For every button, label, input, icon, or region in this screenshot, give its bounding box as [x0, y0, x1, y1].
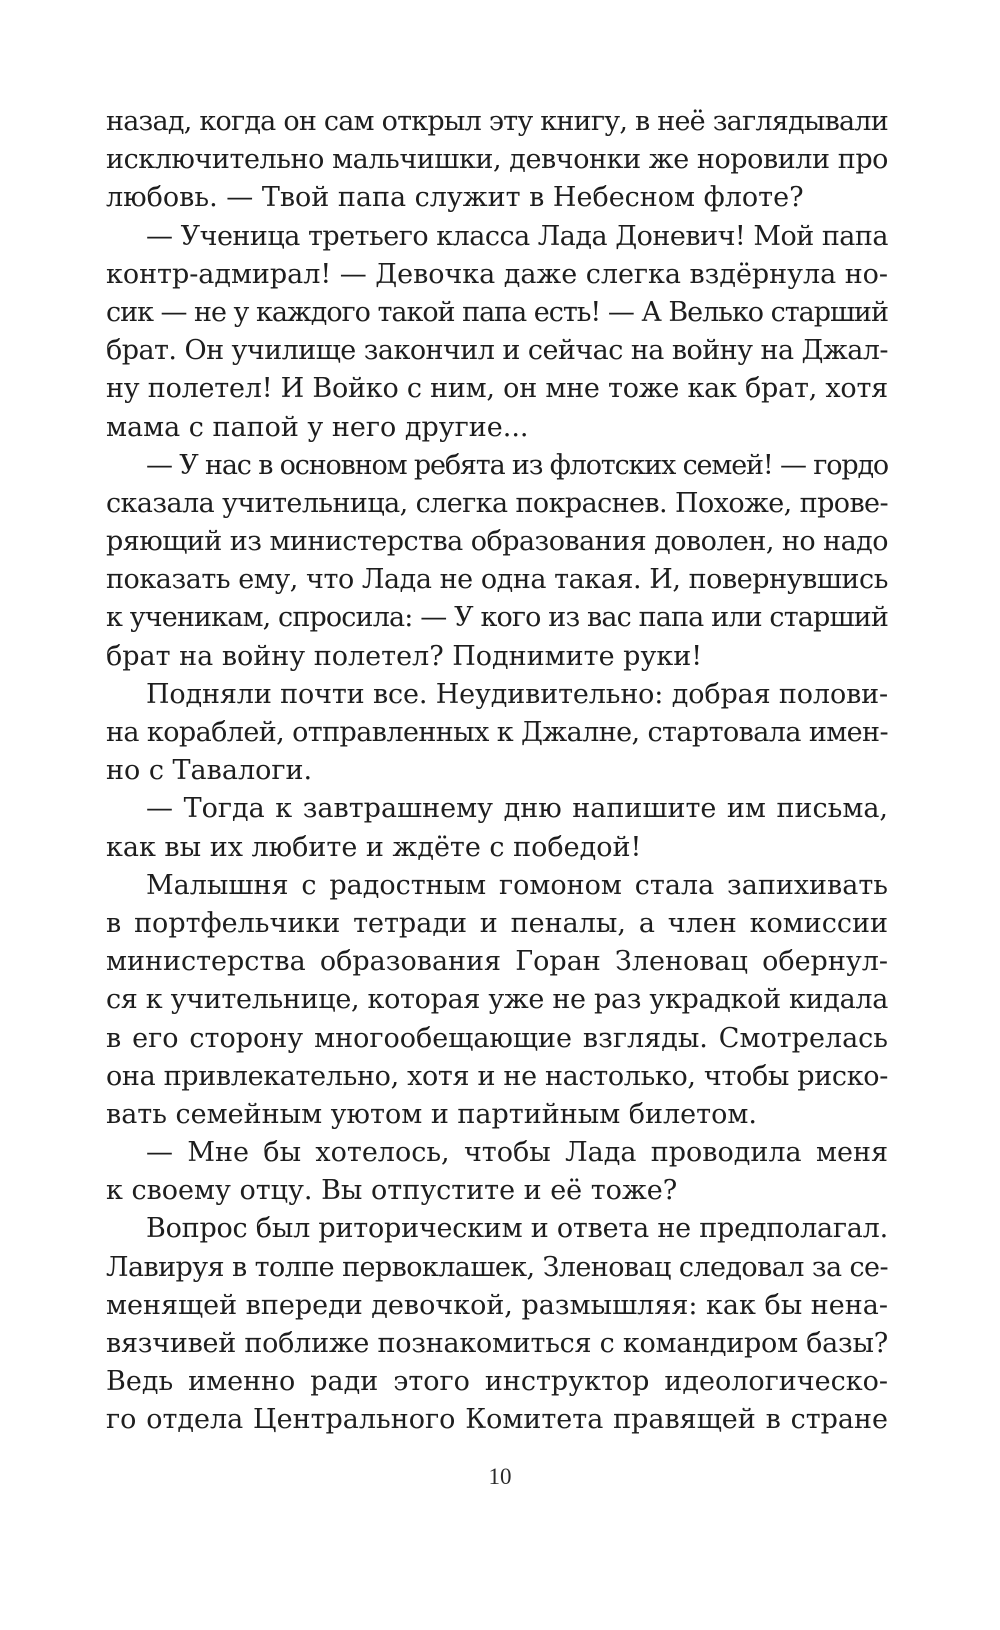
text-line: но с Тавалоги.	[106, 755, 313, 787]
text-line: Вопрос был риторическим и ответа не предполагал.	[146, 1213, 888, 1245]
text-line: ряющий из министерства образования доволен, но надо	[106, 526, 888, 558]
text-line: го отдела Центрального Комитета правящей в стране	[106, 1404, 888, 1436]
text-line: Малышня с радостным гомоном стала запихивать	[146, 869, 888, 901]
text-line: к ученикам, спросила: — У кого из вас папа или старший	[106, 602, 888, 634]
text-line: на кораблей, отправленных к Джалне, стартовала имен-	[106, 717, 888, 748]
text-line: назад, когда он сам открыл эту книгу, в неё заглядывали	[106, 106, 888, 137]
text-line: вать семейным уютом и партийным билетом.	[106, 1098, 757, 1130]
text-line: в портфельчики тетради и пеналы, а член комиссии	[106, 907, 888, 939]
text-line: Подняли почти все. Неудивительно: добрая полови-	[146, 678, 888, 710]
text-line: Лавируя в толпе первоклашек, Зленовац следовал за се-	[106, 1251, 888, 1283]
text-line: — Тогда к завтрашнему дню напишите им письма,	[146, 793, 888, 825]
text-line: — Ученица третьего класса Лада Доневич! Мой папа	[146, 220, 888, 252]
text-line: Ведь именно ради этого инструктор идеологическо-	[106, 1366, 888, 1398]
text-line: как вы их любите и ждёте с победой!	[106, 831, 642, 863]
text-line: — Мне бы хотелось, чтобы Лада проводила меня	[146, 1137, 888, 1169]
text-line: ну полетел! И Войко с ним, он мне тоже как брат, хотя	[106, 373, 888, 405]
text-line: показать ему, что Лада не одна такая. И, повернувшись	[106, 564, 888, 596]
text-line: сик — не у каждого такой папа есть! — А Велько старший	[106, 296, 888, 328]
text-line: менящей впереди девочкой, размышляя: как бы нена-	[106, 1289, 888, 1321]
text-line: ся к учительнице, которая уже не раз украдкой кидала	[106, 984, 889, 1016]
text-line: в его сторону многообещающие взгляды. Смотрелась	[106, 1022, 888, 1054]
text-line: брат. Он училище закончил и сейчас на войну на Джал-	[106, 335, 888, 367]
body-text	[106, 103, 888, 1440]
text-line: мама с папой у него другие...	[106, 411, 529, 443]
text-line: исключительно мальчишки, девчонки же норовили про	[106, 144, 888, 176]
text-line: сказала учительница, слегка покраснев. Похоже, прове-	[106, 487, 888, 519]
text-line: министерства образования Горан Зленовац обернул-	[106, 946, 888, 978]
page-number: 10	[488, 1464, 512, 1489]
text-line: к своему отцу. Вы отпустите и её тоже?	[106, 1175, 678, 1207]
text-line: брат на войну полетел? Поднимите руки!	[106, 640, 703, 672]
text-line: контр-адмирал! — Девочка даже слегка вздёрнула но-	[106, 258, 888, 290]
text-line: вязчивей поближе познакомиться с командиром базы?	[106, 1328, 888, 1359]
text-line: она привлекательно, хотя и не настолько, чтобы риско-	[106, 1060, 888, 1092]
text-line: — У нас в основном ребята из флотских семей! — гордо	[146, 449, 888, 481]
text-line: любовь. — Твой папа служит в Небесном флоте?	[106, 182, 804, 214]
